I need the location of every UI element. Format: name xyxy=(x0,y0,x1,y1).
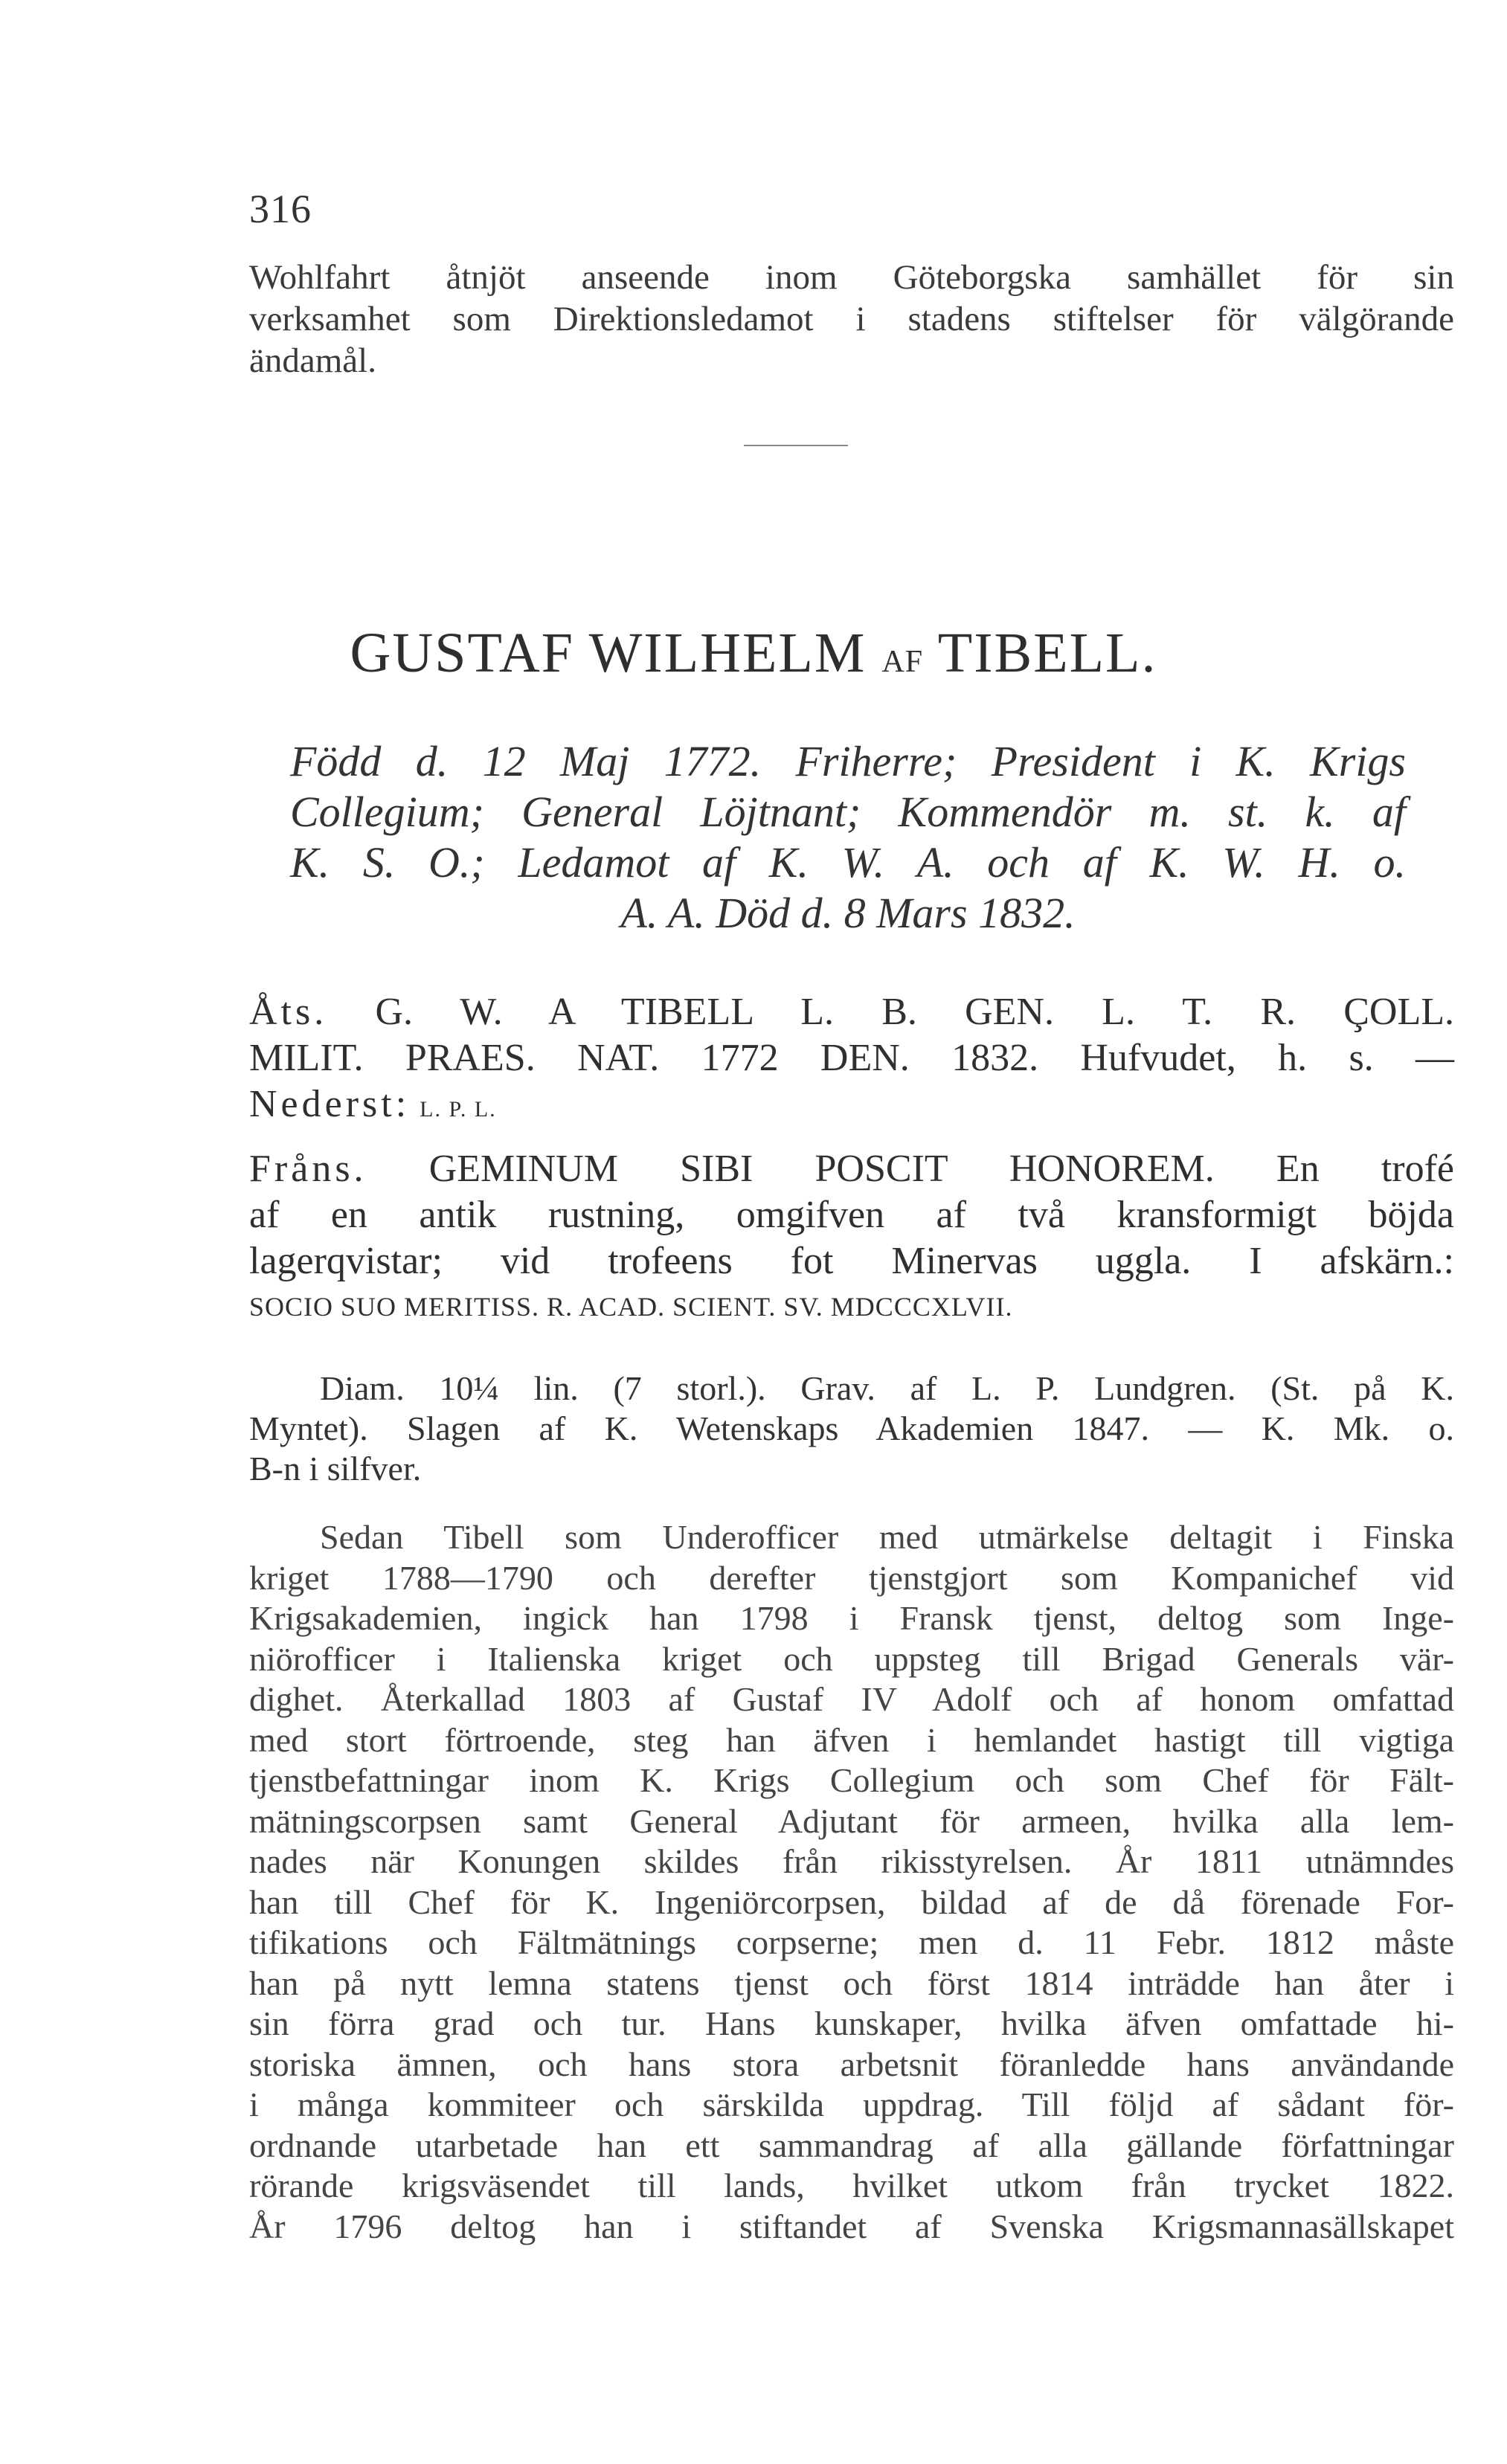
reverse-inscription: SOCIO SUO MERITISS. R. ACAD. SCIENT. SV. MDCCCXLVII. xyxy=(249,1292,1013,1322)
body-line: niörofficer i Italienska kriget och uppsteg till Brigad Generals vär- xyxy=(249,1639,1454,1678)
details-line: B-n i silfver. xyxy=(249,1450,422,1487)
body-line: mätningscorpsen samt General Adjutant för armeen, hvilka alla lem- xyxy=(249,1801,1454,1840)
details-line: Myntet). Slagen af K. Wetenskaps Akademien 1847. — K. Mk. o. xyxy=(249,1409,1454,1447)
body-line: rörande krigsväsendet till lands, hvilket utkom från trycket 1822. xyxy=(249,2167,1454,2204)
heading-particle: AF xyxy=(881,645,924,679)
obverse-line: MILIT. PRAES. NAT. 1772 DEN. 1832. Hufvudet, h. s. — xyxy=(249,1037,1454,1079)
body-line: med stort förtroende, steg han äfven i hemlandet hastigt till vigtiga xyxy=(249,1720,1454,1759)
bio-line: A. A. Död d. 8 Mars 1832. xyxy=(620,889,1076,937)
body-line: sin förra grad och tur. Hans kunskaper, hvilka äfven omfattade hi- xyxy=(249,2004,1454,2042)
biography-paragraph xyxy=(249,1517,1454,2247)
body-line: ordnande utarbetade han ett sammandrag af alla gällande författningar xyxy=(249,2126,1454,2164)
body-line: storiska ämnen, och hans stora arbetsnit föranledde hans användande xyxy=(249,2045,1454,2083)
bio-line: K. S. O.; Ledamot af K. W. A. och af K. W. H. o. xyxy=(290,838,1406,887)
page-number: 316 xyxy=(249,187,312,231)
body-line: kriget 1788—1790 och derefter tjenstgjort som Kompanichef vid xyxy=(249,1558,1454,1597)
section-divider xyxy=(744,445,848,446)
reverse-label: Fråns. xyxy=(249,1148,367,1190)
body-line: han på nytt lemna statens tjenst och först 1814 inträdde han åter i xyxy=(249,1963,1454,2002)
details-line: Diam. 10¼ lin. (7 storl.). Grav. af L. P. Lundgren. (St. på K. xyxy=(320,1369,1454,1407)
nederst-value: L. P. L. xyxy=(420,1097,497,1122)
body-line: han till Chef för K. Ingeniörcorpsen, bildad af de då förenade For- xyxy=(249,1882,1454,1921)
biography-summary xyxy=(290,736,1406,939)
obverse-line xyxy=(249,989,1454,1035)
intro-paragraph xyxy=(249,257,1454,382)
section-heading xyxy=(0,621,1507,686)
bio-line: Född d. 12 Maj 1772. Friherre; President i K. Krigs xyxy=(290,737,1406,785)
obverse-text: G. W. A TIBELL L. B. GEN. L. T. R. ÇOLL. xyxy=(375,991,1454,1033)
body-line: År 1796 deltog han i stiftandet af Svenska Krigsmannasällskapet xyxy=(249,2207,1454,2245)
heading-surname: TIBELL. xyxy=(937,622,1157,684)
body-line: Sedan Tibell som Underofficer med utmärkelse deltagit i Finska xyxy=(320,1518,1454,1556)
intro-line: verksamhet som Direktionsledamot i stadens stiftelser för välgörande xyxy=(249,300,1454,338)
reverse-text: GEMINUM SIBI POSCIT HONOREM. En trofé xyxy=(428,1148,1455,1190)
reverse-line: af en antik rustning, omgifven af två kransformigt böjda xyxy=(249,1194,1454,1236)
bio-line: Collegium; General Löjtnant; Kommendör m. st. k. af xyxy=(290,788,1406,836)
intro-line: ändamål. xyxy=(249,341,376,380)
body-line: i många kommiteer och särskilda uppdrag. Till följd af sådant för- xyxy=(249,2085,1454,2123)
body-line: dighet. Återkallad 1803 af Gustaf IV Adolf och af honom omfattad xyxy=(249,1680,1454,1718)
nederst-label: Nederst: xyxy=(249,1083,411,1125)
nederst-line xyxy=(249,1081,1454,1133)
body-line: nades när Konungen skildes från rikisstyrelsen. År 1811 utnämndes xyxy=(249,1842,1454,1880)
reverse-line: lagerqvistar; vid trofeens fot Minervas uggla. I afskärn.: xyxy=(249,1240,1454,1282)
heading-given-names: GUSTAF WILHELM xyxy=(350,622,867,684)
medal-description xyxy=(249,989,1454,1329)
intro-line: Wohlfahrt åtnjöt anseende inom Göteborgska samhället för sin xyxy=(249,258,1454,297)
reverse-line xyxy=(249,1146,1454,1192)
obverse-label: Åts. xyxy=(249,991,328,1033)
body-line: Krigsakademien, ingick han 1798 i Fransk tjenst, deltog som Inge- xyxy=(249,1599,1454,1637)
body-line: tifikations och Fältmätnings corpserne; men d. 11 Febr. 1812 måste xyxy=(249,1923,1454,1961)
medal-details xyxy=(249,1368,1454,1489)
body-line: tjenstbefattningar inom K. Krigs Collegium och som Chef för Fält- xyxy=(249,1761,1454,1799)
